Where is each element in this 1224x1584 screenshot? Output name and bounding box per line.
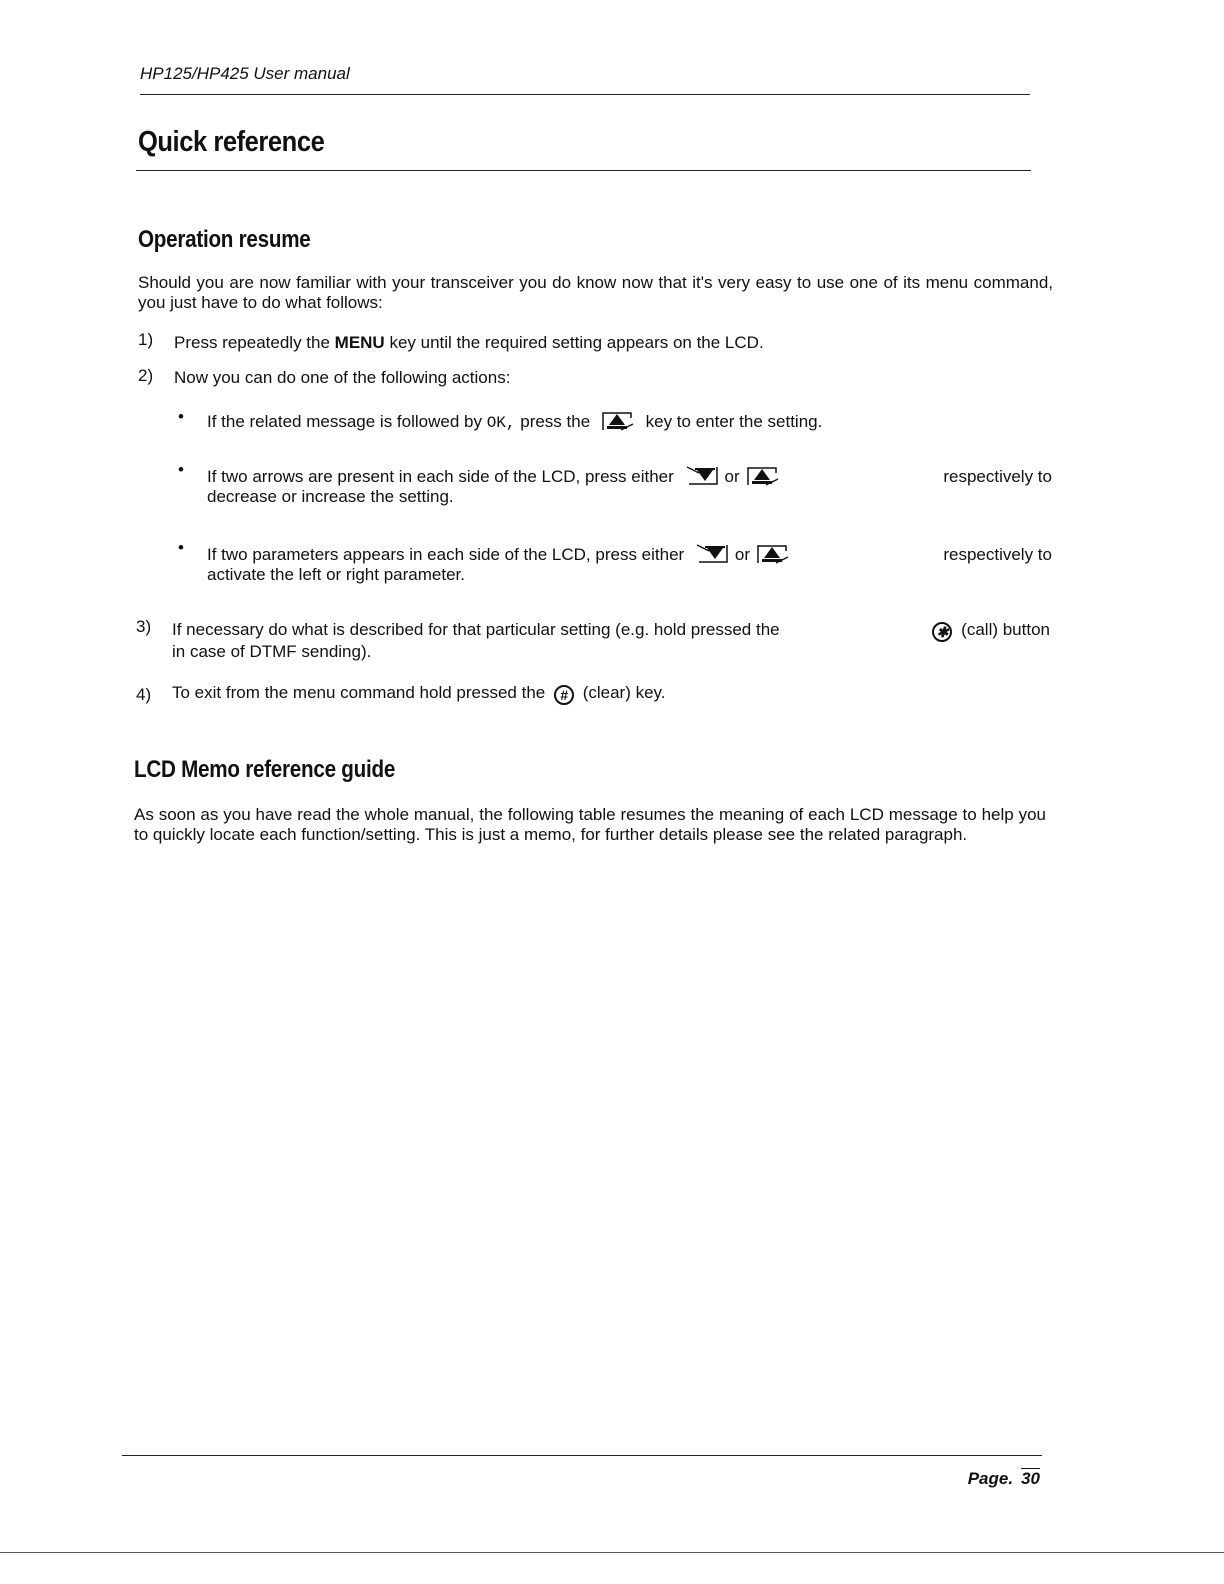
up-arrow-key-icon — [601, 410, 635, 430]
bullet-dot: • — [178, 407, 184, 426]
step-4-number: 4) — [136, 685, 152, 704]
step-3-number: 3) — [136, 617, 152, 636]
title-rule — [136, 170, 1031, 171]
step-2-number: 2) — [138, 366, 154, 385]
running-header: HP125/HP425 User manual — [140, 64, 350, 83]
page-number — [968, 1469, 1040, 1489]
operation-intro: Should you are now familiar with your transceiver you do know now that it's very easy to use one of its menu command, you just have to do what follows: — [138, 273, 1053, 312]
step-1-text: Press repeatedly the MENU key until the required setting appears on the LCD. — [174, 333, 764, 352]
step-4-text: To exit from the menu command hold pressed the # (clear) key. — [172, 683, 666, 703]
header-rule — [140, 94, 1030, 95]
menu-key-label: MENU — [334, 333, 385, 352]
up-arrow-key-icon — [746, 465, 780, 485]
lcd-paragraph: As soon as you have read the whole manual, the following table resumes the meaning of each LCD message to help you to quickly locate each function/setting. This is just a memo, for further details please see the related paragraph. — [134, 805, 1046, 844]
down-arrow-key-icon — [695, 543, 729, 563]
lcd-heading: LCD Memo reference guide — [134, 756, 396, 783]
bullet-dot: • — [178, 538, 184, 557]
page-title: Quick reference — [138, 126, 325, 158]
page-number-value: 30 — [1021, 1469, 1040, 1488]
bullet-dot: • — [178, 460, 184, 479]
step-2-text: Now you can do one of the following actions: — [174, 368, 511, 387]
step-3-text: If necessary do what is described for that particular setting (e.g. hold pressed the ✱ (call) button in case of DTMF sending). — [172, 620, 1050, 661]
bullet-1-text: If the related message is followed by OK, press the key to enter the setting. — [207, 412, 823, 432]
operation-heading: Operation resume — [138, 226, 311, 253]
star-circle-icon: ✱ — [932, 622, 952, 642]
ok-code: OK, — [486, 414, 516, 432]
hash-circle-icon: # — [554, 685, 574, 705]
step-1-number: 1) — [138, 330, 154, 349]
bottom-edge-rule — [0, 1552, 1224, 1553]
footer-rule — [122, 1455, 1042, 1456]
bullet-3-text: If two parameters appears in each side of the LCD, press either or respectively to activate the left or right parameter. — [207, 545, 1052, 584]
page-label: Page. — [967, 1469, 1014, 1488]
up-arrow-key-icon — [756, 543, 790, 563]
bullet-2-text: If two arrows are present in each side of the LCD, press either or respectively to decrease or increase the setting. — [207, 467, 1052, 506]
down-arrow-key-icon — [685, 465, 719, 485]
